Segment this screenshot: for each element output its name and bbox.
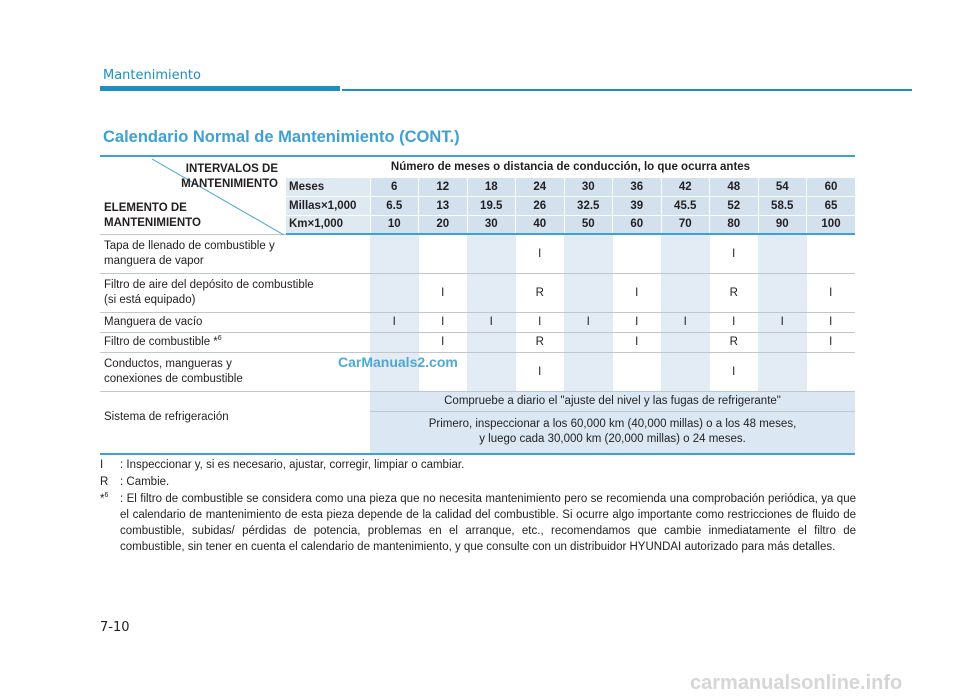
schedule-cell: I bbox=[613, 332, 662, 352]
interval-value: 40 bbox=[516, 215, 565, 234]
schedule-cell bbox=[661, 273, 710, 312]
interval-value: 18 bbox=[467, 177, 516, 196]
maintenance-item-name: Tapa de llenado de combustible y manguera de vapor bbox=[100, 234, 370, 273]
schedule-cell bbox=[564, 352, 613, 391]
schedule-cell bbox=[564, 332, 613, 352]
schedule-cell bbox=[661, 234, 710, 273]
interval-value: 36 bbox=[613, 177, 662, 196]
schedule-cell: I bbox=[564, 312, 613, 332]
interval-value: 60 bbox=[807, 177, 856, 196]
footer-watermark: carmanualsonline.info bbox=[690, 672, 903, 694]
schedule-cell: I bbox=[467, 312, 516, 332]
schedule-cell: R bbox=[710, 273, 759, 312]
schedule-cell bbox=[467, 234, 516, 273]
legend-text: : Inspeccionar y, si es necesario, ajustar, corregir, limpiar o cambiar. bbox=[120, 459, 465, 471]
interval-value: 48 bbox=[710, 177, 759, 196]
interval-value: 58.5 bbox=[758, 196, 807, 215]
legend-text: : El filtro de combustible se considera como una pieza que no necesita mantenimiento pero se recomienda una comprobación periódica, ya que el calendario de mantenimiento de esta pieza depende de la calidad del combustible. Si ocurre algo importante como restricciones de fluido de combustible, subidas/ pérdidas de potencia, problemas en el arranque, etc., recomendamos que cambie inmediatamente el filtro de combustible, sin tener en cuenta el calendario de mantenimiento, y que consulte con un distribuidor HYUNDAI autorizado para más detalles. bbox=[120, 493, 856, 553]
watermark-logo: CarManuals2.com bbox=[338, 354, 458, 370]
interval-row-label: Km×1,000 bbox=[286, 215, 370, 234]
schedule-cell: I bbox=[370, 312, 419, 332]
schedule-cell bbox=[758, 273, 807, 312]
legend-note bbox=[100, 457, 856, 473]
schedule-cell bbox=[370, 234, 419, 273]
schedule-cell: I bbox=[613, 273, 662, 312]
schedule-cell: I bbox=[516, 234, 565, 273]
schedule-cell bbox=[758, 332, 807, 352]
maintenance-schedule-table bbox=[100, 155, 855, 455]
interval-value: 65 bbox=[807, 196, 856, 215]
legend-text: : Cambie. bbox=[120, 476, 170, 488]
maintenance-item-row bbox=[100, 273, 855, 312]
cooling-row bbox=[100, 391, 855, 411]
header-rule-thick bbox=[100, 86, 340, 91]
legend-key: *$^6$ bbox=[100, 492, 109, 505]
schedule-cell: I bbox=[516, 352, 565, 391]
maintenance-item-row bbox=[100, 312, 855, 332]
schedule-cell: I bbox=[758, 312, 807, 332]
schedule-cell: I bbox=[419, 312, 468, 332]
legend-key: R bbox=[100, 476, 109, 488]
interval-value: 32.5 bbox=[564, 196, 613, 215]
maintenance-item-name: Conductos, mangueras y conexiones de combustible bbox=[100, 352, 370, 391]
schedule-cell bbox=[564, 234, 613, 273]
interval-value: 39 bbox=[613, 196, 662, 215]
interval-value: 19.5 bbox=[467, 196, 516, 215]
interval-value: 70 bbox=[661, 215, 710, 234]
page-number: 7-10 bbox=[100, 620, 130, 635]
maintenance-item-name: Filtro de aire del depósito de combustible (si está equipado) bbox=[100, 273, 370, 312]
schedule-cell bbox=[758, 352, 807, 391]
schedule-cell: R bbox=[516, 273, 565, 312]
interval-row-label: Millas×1,000 bbox=[286, 196, 370, 215]
interval-value: 30 bbox=[564, 177, 613, 196]
schedule-cell bbox=[661, 332, 710, 352]
schedule-cell bbox=[467, 352, 516, 391]
schedule-cell bbox=[758, 234, 807, 273]
interval-value: 100 bbox=[807, 215, 856, 234]
interval-value: 30 bbox=[467, 215, 516, 234]
corner-element-label: ELEMENTO DE MANTENIMIENTO bbox=[104, 201, 201, 229]
schedule-cell: I bbox=[613, 312, 662, 332]
legend-note bbox=[100, 491, 856, 555]
interval-value: 10 bbox=[370, 215, 419, 234]
interval-value: 42 bbox=[661, 177, 710, 196]
footnote-marker: 6 bbox=[217, 334, 222, 342]
interval-value: 45.5 bbox=[661, 196, 710, 215]
schedule-cell bbox=[807, 234, 856, 273]
interval-value: 13 bbox=[419, 196, 468, 215]
schedule-cell: R bbox=[710, 332, 759, 352]
schedule-cell bbox=[613, 234, 662, 273]
schedule-cell bbox=[467, 273, 516, 312]
schedule-cell bbox=[370, 332, 419, 352]
maintenance-item-name: Sistema de refrigeración bbox=[100, 391, 370, 454]
corner-intervals-label: INTERVALOS DE MANTENIMIENTO bbox=[181, 163, 278, 190]
legend-note bbox=[100, 474, 856, 490]
corner-header-cell bbox=[100, 156, 286, 234]
schedule-cell bbox=[419, 234, 468, 273]
interval-row-label: Meses bbox=[286, 177, 370, 196]
maintenance-item-name: Filtro de combustible *$^6$ bbox=[100, 332, 370, 352]
schedule-cell bbox=[661, 352, 710, 391]
schedule-cell bbox=[564, 273, 613, 312]
interval-value: 12 bbox=[419, 177, 468, 196]
interval-value: 20 bbox=[419, 215, 468, 234]
header-rule-thin bbox=[342, 89, 912, 91]
schedule-cell bbox=[613, 352, 662, 391]
interval-value: 54 bbox=[758, 177, 807, 196]
cooling-daily-check: Compruebe a diario el "ajuste del nivel y las fugas de refrigerante" bbox=[370, 391, 855, 411]
interval-value: 24 bbox=[516, 177, 565, 196]
schedule-cell: I bbox=[516, 312, 565, 332]
schedule-cell: I bbox=[710, 312, 759, 332]
interval-value: 90 bbox=[758, 215, 807, 234]
legend-notes bbox=[100, 457, 856, 556]
legend-key: I bbox=[100, 459, 104, 471]
table-title: Calendario Normal de Mantenimiento (CONT.) bbox=[103, 128, 460, 146]
interval-value: 26 bbox=[516, 196, 565, 215]
schedule-cell: I bbox=[807, 312, 856, 332]
schedule-cell: I bbox=[419, 332, 468, 352]
schedule-cell: I bbox=[807, 273, 856, 312]
interval-value: 52 bbox=[710, 196, 759, 215]
schedule-cell bbox=[370, 273, 419, 312]
schedule-cell: I bbox=[807, 332, 856, 352]
interval-value: 60 bbox=[613, 215, 662, 234]
maintenance-item-row bbox=[100, 332, 855, 352]
maintenance-item-row bbox=[100, 234, 855, 273]
schedule-cell: R bbox=[516, 332, 565, 352]
schedule-cell: I bbox=[710, 234, 759, 273]
interval-caption: Número de meses o distancia de conducción, lo que ocurra antes bbox=[286, 156, 855, 177]
interval-value: 80 bbox=[710, 215, 759, 234]
interval-value: 50 bbox=[564, 215, 613, 234]
schedule-cell: I bbox=[710, 352, 759, 391]
schedule-cell bbox=[807, 352, 856, 391]
schedule-cell: I bbox=[419, 273, 468, 312]
schedule-cell bbox=[467, 332, 516, 352]
schedule-cell: I bbox=[661, 312, 710, 332]
section-title: Mantenimiento bbox=[103, 68, 201, 83]
interval-value: 6.5 bbox=[370, 196, 419, 215]
cooling-interval-text: Primero, inspeccionar a los 60,000 km (40,000 millas) o a los 48 meses, y luego cada 30,000 km (20,000 millas) o 24 meses. bbox=[370, 411, 855, 454]
interval-value: 6 bbox=[370, 177, 419, 196]
header-caption-row bbox=[100, 156, 855, 177]
maintenance-item-row bbox=[100, 352, 855, 391]
maintenance-item-name: Manguera de vacío bbox=[100, 312, 370, 332]
